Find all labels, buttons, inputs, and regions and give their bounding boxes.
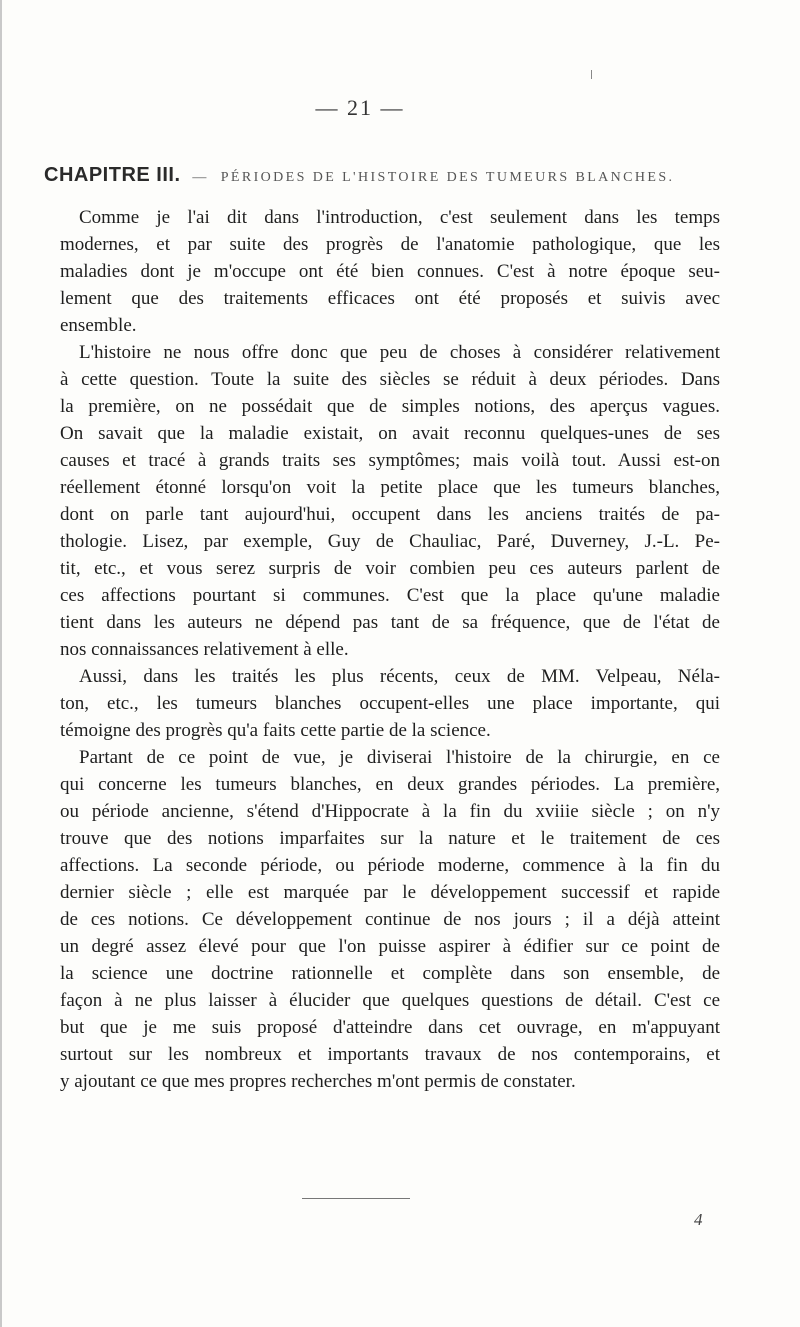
text-line: tient dans les auteurs ne dépend pas tant de sa fréquence, que de l'état de — [60, 612, 720, 633]
text-line: lement que des traitements efficaces ont été proposés et suivis avec — [60, 288, 720, 309]
text-line: façon à ne plus laisser à élucider que quelques questions de détail. C'est ce — [60, 990, 720, 1011]
text-line: la science une doctrine rationnelle et complète dans son ensemble, de — [60, 963, 720, 984]
text-line: affections. La seconde période, ou période moderne, commence à la fin du — [60, 855, 720, 876]
page-number: — 21 — — [315, 95, 405, 120]
text-line: Aussi, dans les traités les plus récents, ceux de MM. Velpeau, Néla- — [79, 666, 720, 687]
signature-mark: 4 — [694, 1210, 703, 1229]
text-line: ensemble. — [60, 315, 137, 336]
paragraph — [60, 744, 720, 1095]
text-line: but que je me suis proposé d'atteindre dans cet ouvrage, en m'appuyant — [60, 1017, 720, 1038]
text-line: modernes, et par suite des progrès de l'anatomie pathologique, que les — [60, 234, 720, 255]
text-line: la première, on ne possédait que de simples notions, des aperçus vagues. — [60, 396, 720, 417]
text-line: L'histoire ne nous offre donc que peu de choses à considérer relativement — [79, 342, 720, 363]
text-line: de ces notions. Ce développement continue de nos jours ; il a déjà atteint — [60, 909, 720, 930]
paragraph — [60, 204, 720, 339]
text-line: dernier siècle ; elle est marquée par le développement successif et rapide — [60, 882, 720, 903]
text-line: nos connaissances relativement à elle. — [60, 639, 349, 660]
text-line: y ajoutant ce que mes propres recherches m'ont permis de constater. — [60, 1071, 576, 1092]
paragraph — [60, 339, 720, 663]
stray-ink-mark — [591, 70, 592, 79]
paragraph — [60, 663, 720, 744]
text-line: Partant de ce point de vue, je diviserai l'histoire de la chirurgie, en ce — [79, 747, 720, 768]
footer-rule — [302, 1198, 410, 1199]
text-line: ton, etc., les tumeurs blanches occupent-elles une place importante, qui — [60, 693, 720, 714]
text-line: thologie. Lisez, par exemple, Guy de Chauliac, Paré, Duverney, J.-L. Pe- — [60, 531, 720, 552]
text-line: On savait que la maladie existait, on avait reconnu quelques-unes de ses — [60, 423, 720, 444]
text-line: trouve que des notions imparfaites sur la nature et le traitement de ces — [60, 828, 720, 849]
text-line: à cette question. Toute la suite des siècles se réduit à deux périodes. Dans — [60, 369, 720, 390]
text-line: dont on parle tant aujourd'hui, occupent dans les anciens traités de pa- — [60, 504, 720, 525]
chapter-subtitle: PÉRIODES DE L'HISTOIRE DES TUMEURS BLANCHES. — [220, 170, 675, 185]
chapter-title: CHAPITRE III. — [44, 164, 181, 186]
text-line: témoigne des progrès qu'a faits cette partie de la science. — [60, 720, 491, 741]
text-line: un degré assez élevé pour que l'on puisse aspirer à édifier sur ce point de — [60, 936, 720, 957]
text-line: ces affections pourtant si communes. C'est que la place qu'une maladie — [60, 585, 720, 606]
text-line: tit, etc., et vous serez surpris de voir combien peu ces auteurs parlent de — [60, 558, 720, 579]
text-line: réellement étonné lorsqu'on voit la petite place que les tumeurs blanches, — [60, 477, 720, 498]
body-text — [60, 204, 720, 1095]
page-edge-shadow — [0, 0, 2, 1327]
chapter-heading — [44, 164, 764, 187]
text-line: causes et tracé à grands traits ses symptômes; mais voilà tout. Aussi est-on — [60, 450, 720, 471]
text-line: Comme je l'ai dit dans l'introduction, c'est seulement dans les temps — [79, 207, 720, 228]
text-line: ou période ancienne, s'étend d'Hippocrate à la fin du xviiie siècle ; on n'y — [60, 801, 720, 822]
chapter-dash: — — [186, 170, 215, 185]
text-line: maladies dont je m'occupe ont été bien connues. C'est à notre époque seu- — [60, 261, 720, 282]
text-line: surtout sur les nombreux et importants travaux de nos contemporains, et — [60, 1044, 720, 1065]
text-line: qui concerne les tumeurs blanches, en deux grandes périodes. La première, — [60, 774, 720, 795]
